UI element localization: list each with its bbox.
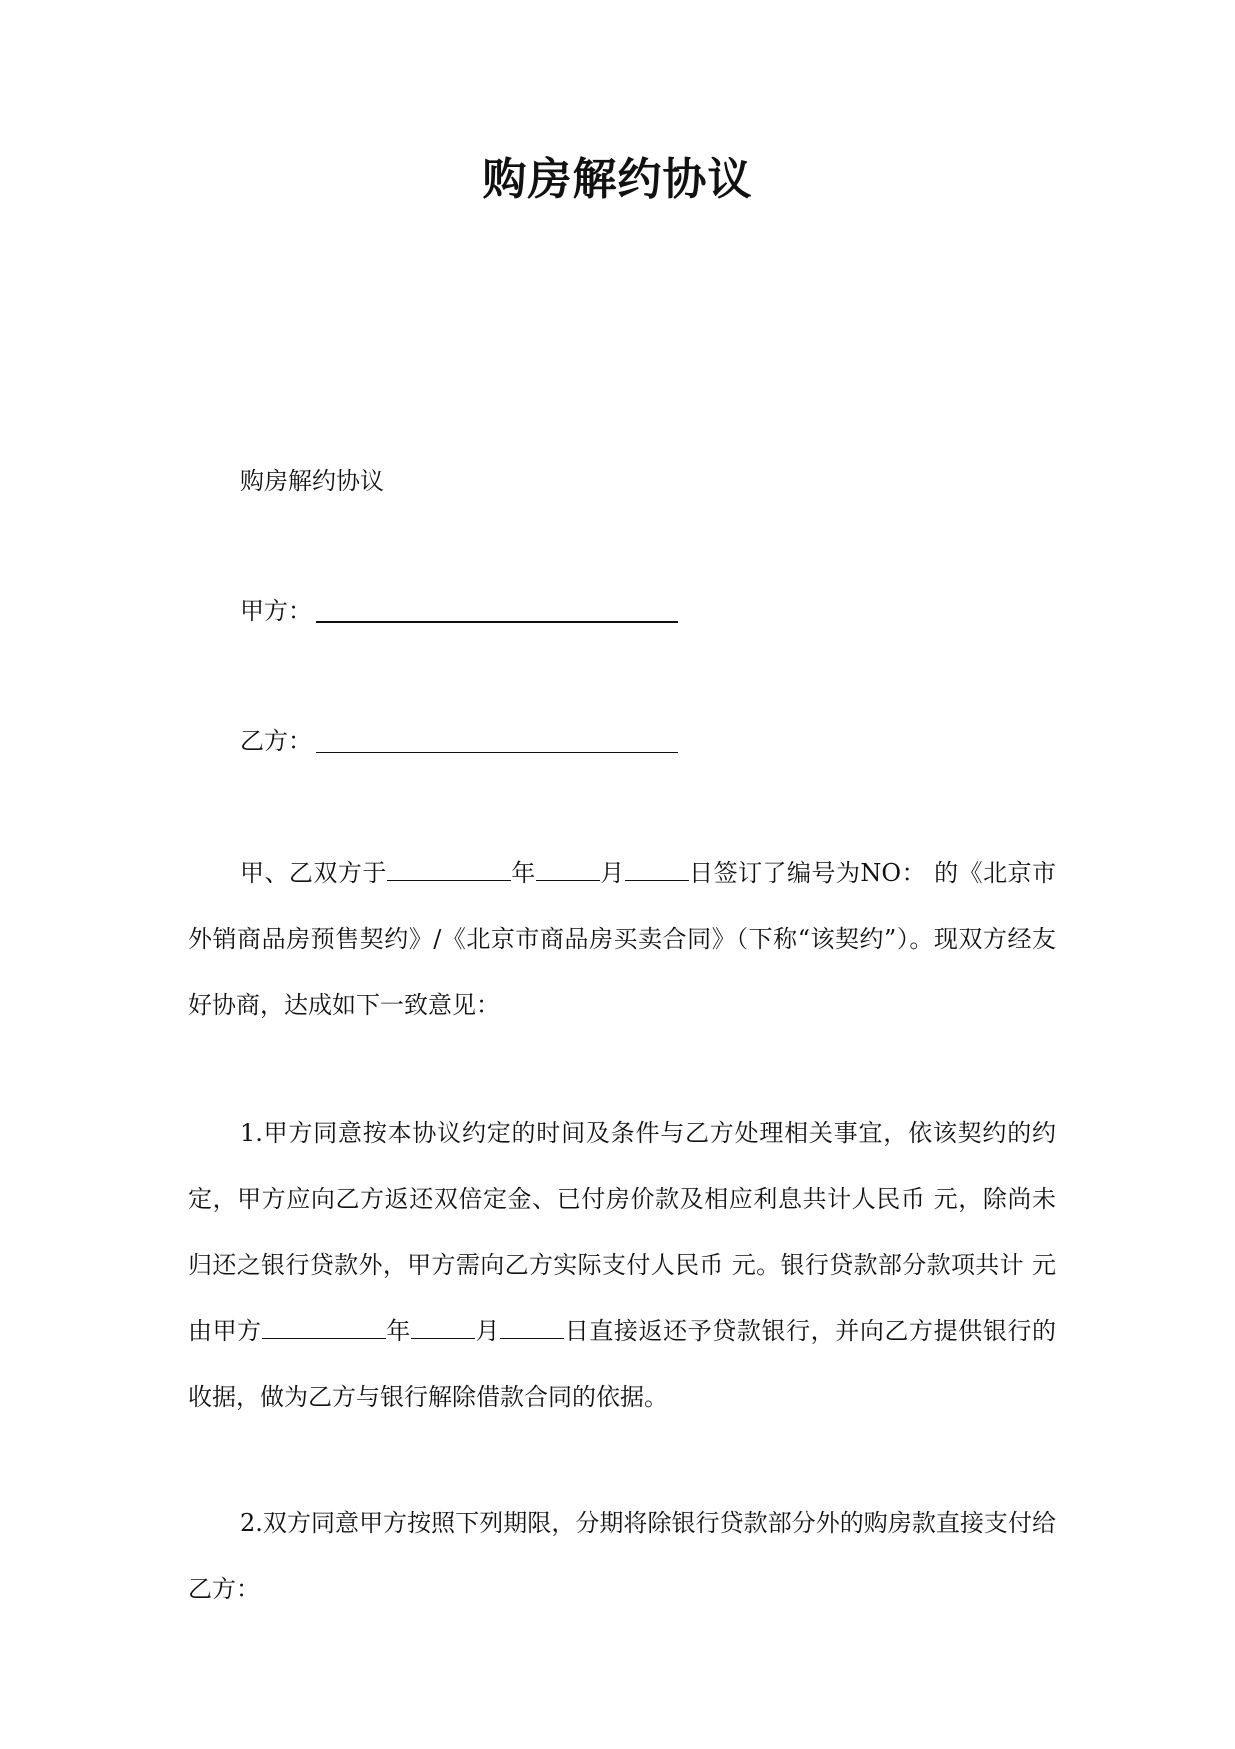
- intro-year-blank[interactable]: [387, 879, 511, 881]
- clause-1-month-blank[interactable]: [411, 1337, 475, 1339]
- document-subtitle: 购房解约协议: [240, 467, 384, 495]
- party-a-row: [240, 594, 678, 628]
- party-b-label: 乙方：: [240, 727, 312, 755]
- intro-text-2: 年: [510, 859, 536, 887]
- intro-text-3: 月: [599, 859, 625, 887]
- clause-2-paragraph: 2.双方同意甲方按照下列期限，分期将除银行贷款部分外的购房款直接支付给乙方：: [188, 1509, 1056, 1603]
- intro-month-blank[interactable]: [536, 879, 600, 881]
- clause-1-day-blank[interactable]: [500, 1337, 564, 1339]
- clause-1-text-2: 年: [385, 1317, 411, 1345]
- party-b-signature-line[interactable]: [316, 752, 678, 753]
- clause-1-text-3: 月: [474, 1317, 501, 1345]
- intro-day-blank[interactable]: [625, 879, 689, 881]
- clause-1-year-blank[interactable]: [262, 1337, 386, 1339]
- document-title: 购房解约协议: [482, 154, 753, 205]
- intro-paragraph: [188, 840, 1056, 1038]
- clause-1-paragraph: [188, 1100, 1056, 1430]
- party-a-label: 甲方：: [240, 597, 312, 625]
- party-a-signature-line[interactable]: [316, 621, 678, 623]
- party-b-row: [240, 724, 678, 758]
- intro-text-4: 日签订了编号为NO： 的《北京市外销商品房预售契约》/《北京市商品房买卖合同》（下称“该契约”）。现双方经友好协商，达成如下一致意见：: [188, 859, 1057, 1019]
- clause-1-text-1: 1.甲方同意按本协议约定的时间及条件与乙方处理相关事宜，依该契约的约定，甲方应向乙方返还双倍定金、已付房价款及相应利息共计人民币 元，除尚未归还之银行贷款外，甲方需向乙方实际支付人民币 元。银行贷款部分款项共计 元由甲方: [188, 1119, 1056, 1345]
- intro-text-1: 甲、乙双方于: [240, 859, 387, 887]
- clause-1-text-4: 日直接返还予贷款银行，并向乙方提供银行的收据，做为乙方与银行解除借款合同的依据。: [188, 1317, 1057, 1411]
